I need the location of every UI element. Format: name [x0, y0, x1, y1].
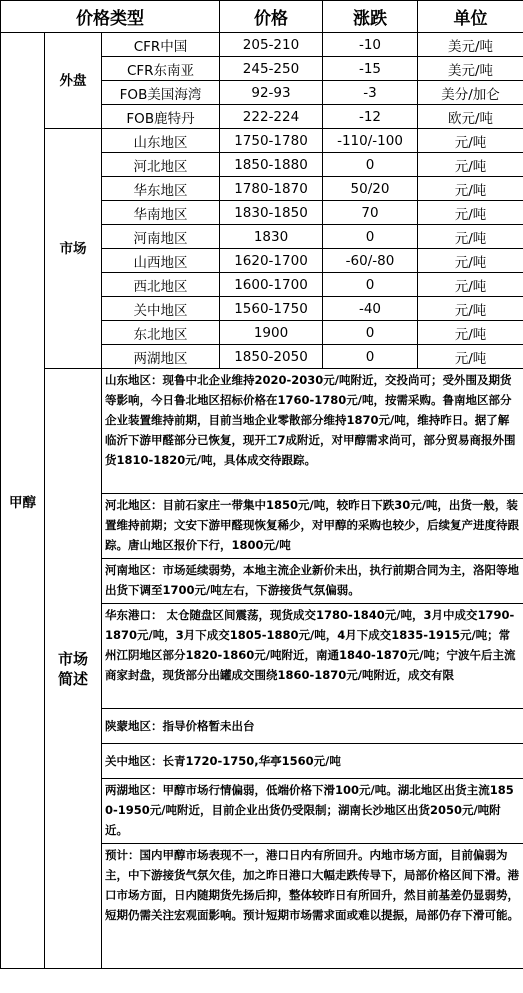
- row-name: FOB美国海湾: [102, 81, 220, 105]
- row-price: 1620-1700: [220, 249, 323, 273]
- summary-label-line1: 市场: [57, 649, 88, 668]
- note-shaanxi-mongolia: 陕蒙地区：指导价格暂未出台: [102, 709, 523, 744]
- header-row: [1, 1, 523, 33]
- row-change: -60/-80: [323, 249, 418, 273]
- note-lianghu: 两湖地区：甲醇市场行情偏弱，低端价格下滑100元/吨。湖北地区出货主流1850-1950元/吨附近，目前企业出货仍受限制；湖南长沙地区出货2050元/吨附近。: [102, 779, 523, 844]
- table-row: [1, 33, 523, 57]
- header-price: 价格: [220, 1, 323, 33]
- row-unit: 元/吨: [418, 321, 523, 345]
- row-change: 0: [323, 321, 418, 345]
- row-change: 70: [323, 201, 418, 225]
- row-price: 222-224: [220, 105, 323, 129]
- row-change: -40: [323, 297, 418, 321]
- summary-label: [45, 369, 102, 969]
- row-price: 92-93: [220, 81, 323, 105]
- note-hebei: 河北地区：目前石家庄一带集中1850元/吨，较昨日下跌30元/吨，出货一般，装置维持前期；文安下游甲醛现恢复稀少，对甲醇的采购也较少，后续复产进度待跟踪。唐山地区报价下行，1800元/吨: [102, 494, 523, 559]
- row-name: 关中地区: [102, 297, 220, 321]
- row-price: 205-210: [220, 33, 323, 57]
- row-change: 0: [323, 273, 418, 297]
- row-unit: 元/吨: [418, 153, 523, 177]
- row-price: 1830: [220, 225, 323, 249]
- row-name: 华南地区: [102, 201, 220, 225]
- row-price: 1750-1780: [220, 129, 323, 153]
- row-name: FOB鹿特丹: [102, 105, 220, 129]
- row-name: 两湖地区: [102, 345, 220, 369]
- row-change: -12: [323, 105, 418, 129]
- row-change: 0: [323, 153, 418, 177]
- row-price: 245-250: [220, 57, 323, 81]
- row-price: 1780-1870: [220, 177, 323, 201]
- note-shandong: 山东地区：现鲁中北企业维持2020-2030元/吨附近，交投尚可；受外围及期货等影响，今日鲁北地区招标价格在1760-1780元/吨，按需采购。鲁南地区部分企业装置维持前期，目前当地企业零散部分维持1870元/吨，维持昨日。据了解临沂下游甲醛部分已恢复，现开工7成附近，对甲醇需求尚可，部分贸易商报外围货1810-1820元/吨，具体成交待跟踪。: [102, 369, 523, 494]
- row-unit: 元/吨: [418, 345, 523, 369]
- row-change: -10: [323, 33, 418, 57]
- row-name: CFR中国: [102, 33, 220, 57]
- row-name: 西北地区: [102, 273, 220, 297]
- row-unit: 美元/吨: [418, 57, 523, 81]
- row-unit: 元/吨: [418, 297, 523, 321]
- row-name: 河南地区: [102, 225, 220, 249]
- row-name: 东北地区: [102, 321, 220, 345]
- row-price: 1850-2050: [220, 345, 323, 369]
- row-change: -15: [323, 57, 418, 81]
- row-unit: 元/吨: [418, 201, 523, 225]
- market-label: 市场: [45, 129, 102, 369]
- row-name: 河北地区: [102, 153, 220, 177]
- row-unit: 元/吨: [418, 225, 523, 249]
- row-change: 50/20: [323, 177, 418, 201]
- row-change: -110/-100: [323, 129, 418, 153]
- row-unit: 美元/吨: [418, 33, 523, 57]
- row-price: 1900: [220, 321, 323, 345]
- row-unit: 元/吨: [418, 129, 523, 153]
- row-price: 1600-1700: [220, 273, 323, 297]
- row-name: 山西地区: [102, 249, 220, 273]
- row-price: 1850-1880: [220, 153, 323, 177]
- row-unit: 元/吨: [418, 273, 523, 297]
- row-unit: 欧元/吨: [418, 105, 523, 129]
- row-unit: 美分/加仑: [418, 81, 523, 105]
- note-east-china-port: 华东港口： 太仓随盘区间震荡，现货成交1780-1840元/吨，3月中成交1790-1870元/吨，3月下成交1805-1880元/吨，4月下成交1835-1915元/吨；常州江阴地区部分1820-1860元/吨附近，南通1840-1870元/吨；宁波午后主流商家封盘，现货部分出罐成交围绕1860-1870元/吨附近，成交有限: [102, 604, 523, 709]
- row-change: 0: [323, 225, 418, 249]
- row-change: -3: [323, 81, 418, 105]
- summary-label-line2: 简述: [57, 669, 88, 688]
- row-name: 华东地区: [102, 177, 220, 201]
- note-guanzhong: 关中地区：长青1720-1750,华亭1560元/吨: [102, 744, 523, 779]
- header-unit: 单位: [418, 1, 523, 33]
- category-label: 甲醇: [1, 33, 45, 969]
- table-row: [1, 129, 523, 153]
- note-henan: 河南地区：市场延续弱势，本地主流企业新价未出，执行前期合同为主，洛阳等地出货下调至1700元/吨左右，下游接货气氛偏弱。: [102, 559, 523, 604]
- header-change: 涨跌: [323, 1, 418, 33]
- row-change: 0: [323, 345, 418, 369]
- foreign-label: 外盘: [45, 33, 102, 129]
- note-forecast: 预计：国内甲醇市场表现不一，港口日内有所回升。内地市场方面，目前偏弱为主，中下游接货气氛欠佳，加之昨日港口大幅走跌传导下，局部价格区间下滑。港口市场方面，日内随期货先扬后抑，整体较昨日有所回升，然目前基差仍显弱势，短期仍需关注宏观面影响。预计短期市场需求面或难以提振，局部仍存下滑可能。: [102, 844, 523, 969]
- row-name: 山东地区: [102, 129, 220, 153]
- row-price: 1560-1750: [220, 297, 323, 321]
- summary-row: [1, 369, 523, 494]
- row-price: 1830-1850: [220, 201, 323, 225]
- header-type: 价格类型: [1, 1, 220, 33]
- row-unit: 元/吨: [418, 177, 523, 201]
- row-name: CFR东南亚: [102, 57, 220, 81]
- row-unit: 元/吨: [418, 249, 523, 273]
